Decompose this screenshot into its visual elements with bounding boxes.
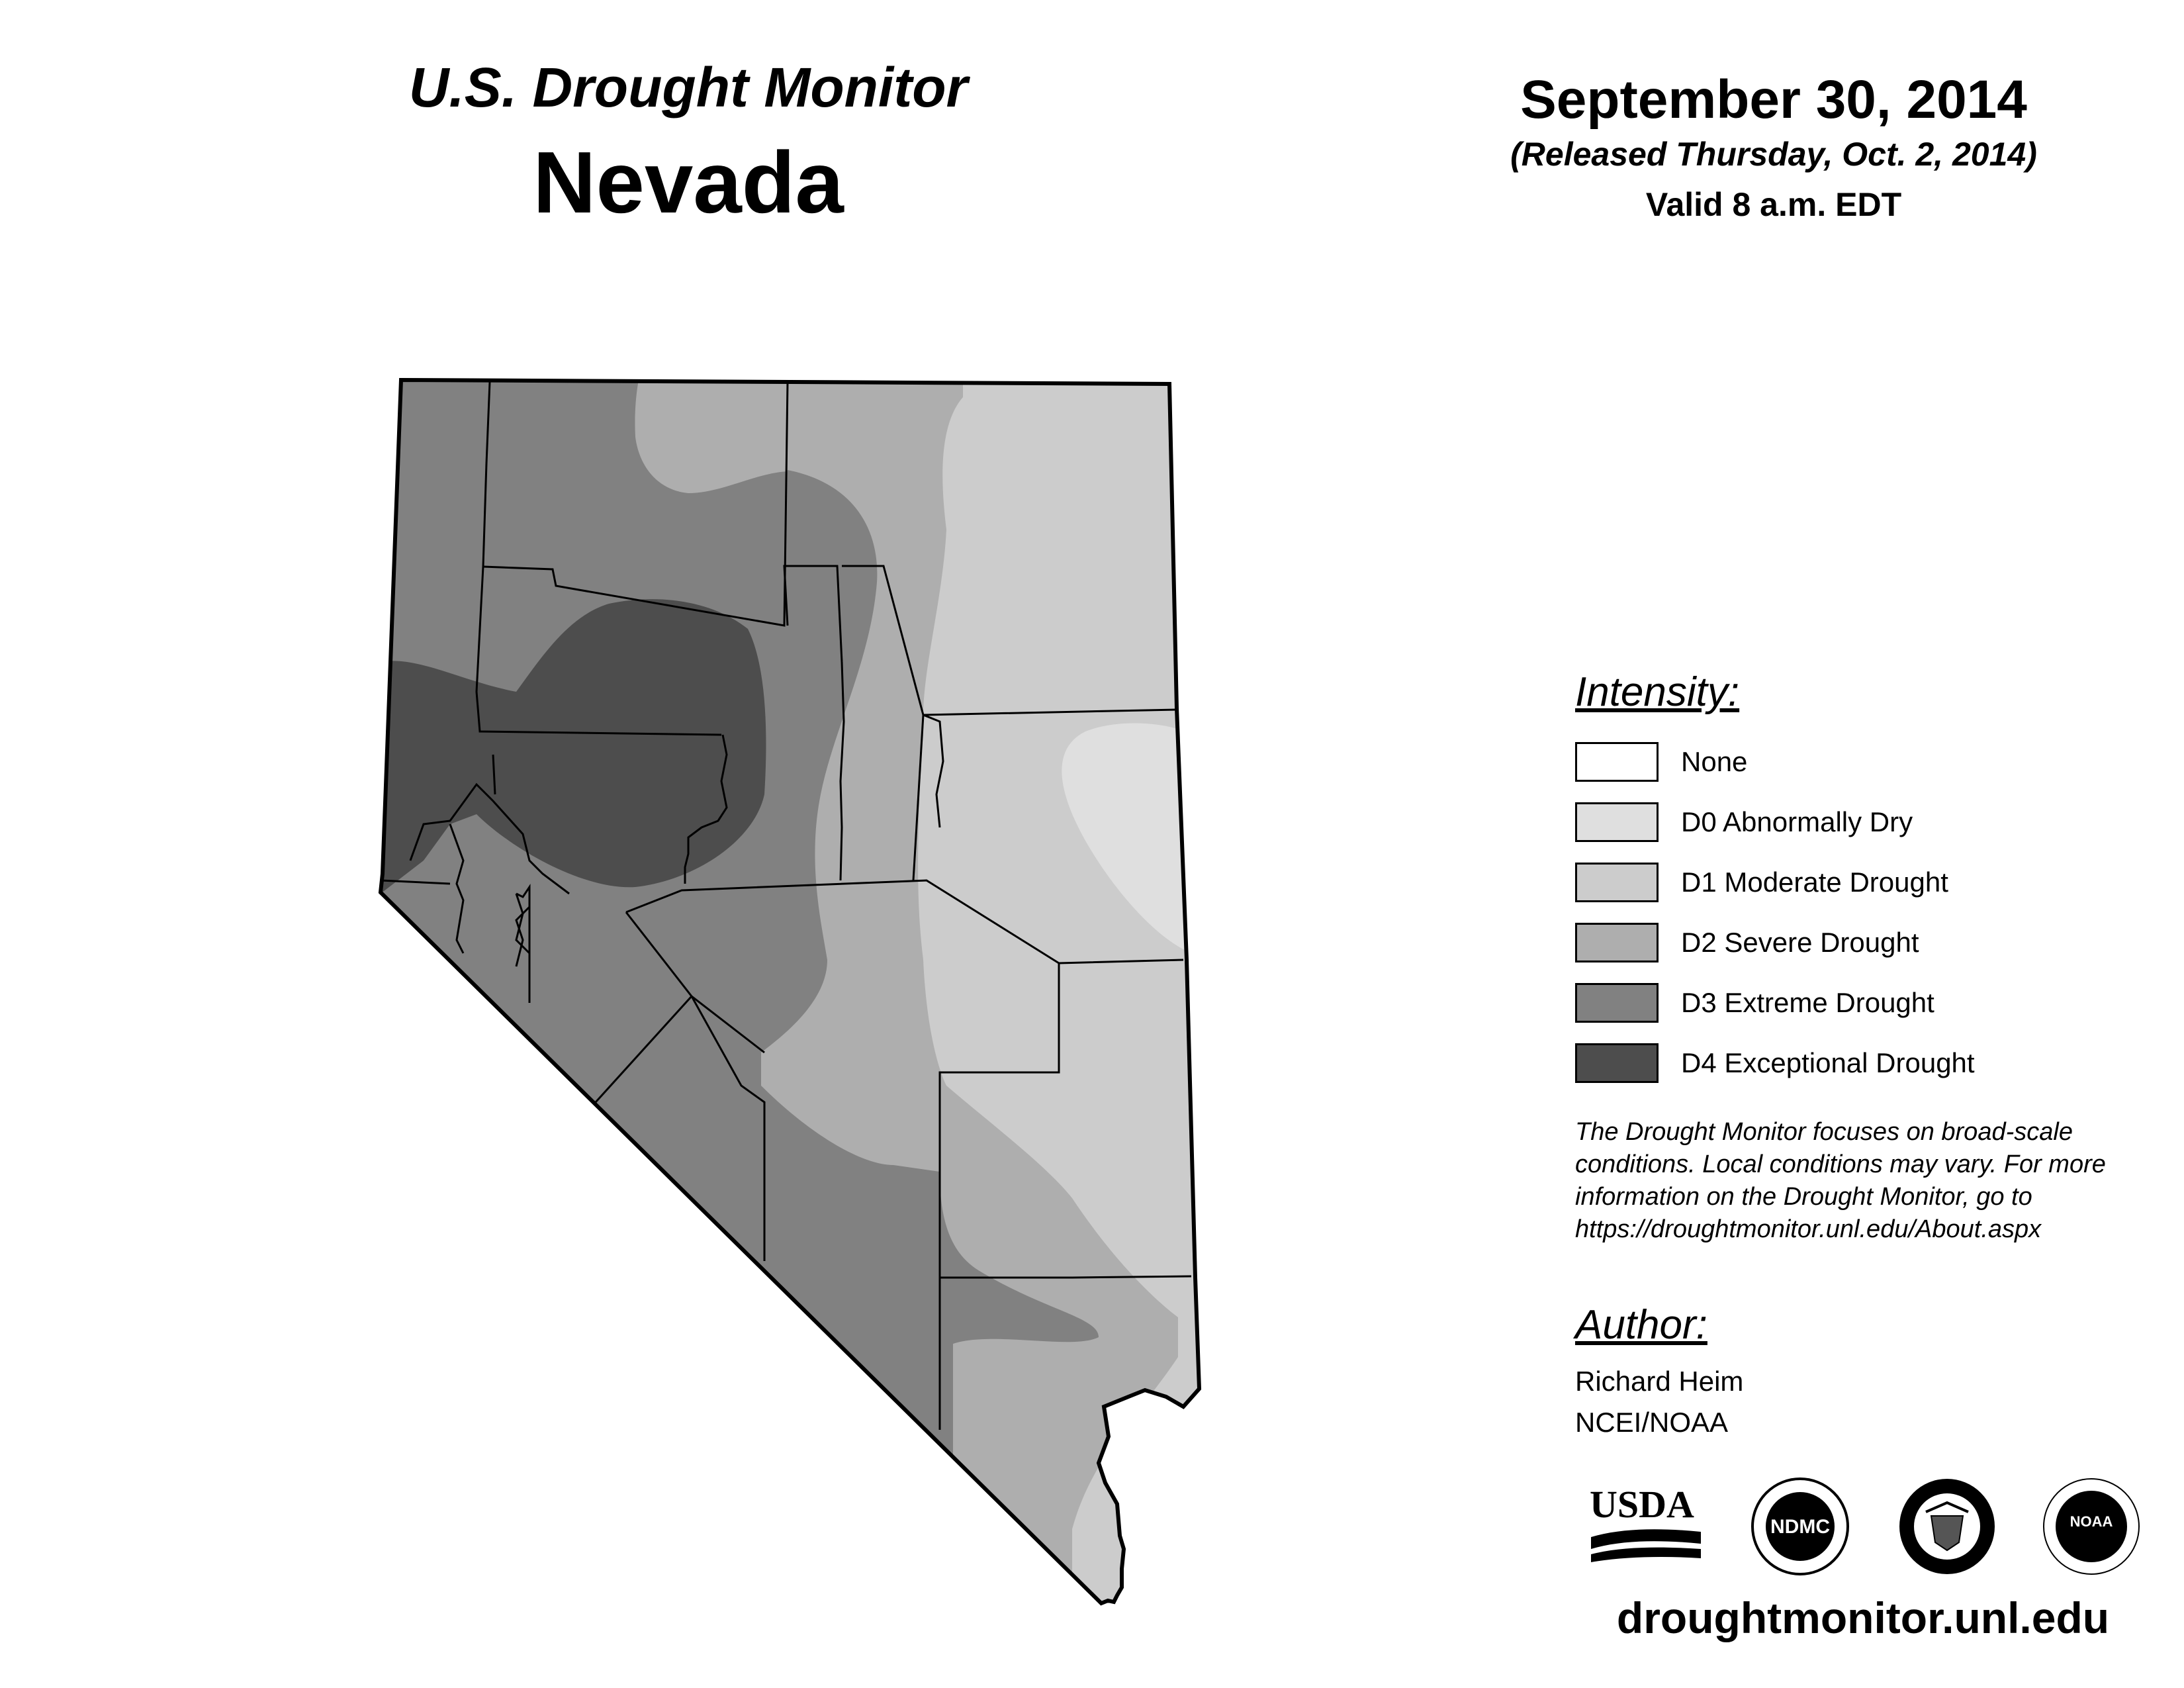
ndmc-logo-text: NDMC [1770,1516,1830,1538]
author-name: Richard Heim [1575,1366,1744,1397]
legend-item-d1 [1575,852,2171,912]
legend-label: D1 Moderate Drought [1681,866,1948,898]
product-title: U.S. Drought Monitor [408,56,968,118]
partner-logos [1582,1476,2177,1575]
legend-heading: Intensity: [1575,669,1740,715]
legend-item-d3 [1575,972,2171,1033]
author-info [1575,1361,1743,1443]
legend-swatch [1575,983,1659,1023]
legend-swatch [1575,1043,1659,1083]
commerce-seal [1899,1479,1995,1574]
noaa-logo-text: NOAA [2070,1513,2113,1530]
ndmc-logo [1752,1479,1848,1574]
legend-item-d4 [1575,1033,2171,1093]
legend-swatch [1575,742,1659,782]
legend-item-d0 [1575,792,2171,852]
release-date: (Released Thursday, Oct. 2, 2014) [1510,136,2037,173]
author-org: NCEI/NOAA [1575,1407,1729,1438]
legend-item-d2 [1575,912,2171,972]
disclaimer-note: The Drought Monitor focuses on broad-scale conditions. Local conditions may vary. For more information on the Drought Monitor, go to https://droughtmonitor.unl.edu/About.aspx [1575,1118,2106,1243]
legend-label: D0 Abnormally Dry [1681,806,1913,837]
legend-swatch [1575,923,1659,962]
map-date: September 30, 2014 [1520,70,2027,130]
author-heading: Author: [1575,1302,1707,1348]
legend-label: D3 Extreme Drought [1681,986,1934,1018]
usda-logo-text: USDA [1590,1483,1694,1526]
state-title: Nevada [533,134,844,231]
legend-label: D2 Severe Drought [1681,926,1919,958]
noaa-logo [2044,1479,2139,1574]
valid-time: Valid 8 a.m. EDT [1645,186,1902,223]
usda-logo [1590,1483,1701,1562]
legend-label: D4 Exceptional Drought [1681,1047,1975,1078]
legend-item-none [1575,731,2171,792]
legend [1575,669,2171,1093]
legend-swatch [1575,802,1659,842]
legend-swatch [1575,863,1659,902]
website-link[interactable]: droughtmonitor.unl.edu [1616,1593,2110,1642]
legend-label: None [1681,745,1748,777]
